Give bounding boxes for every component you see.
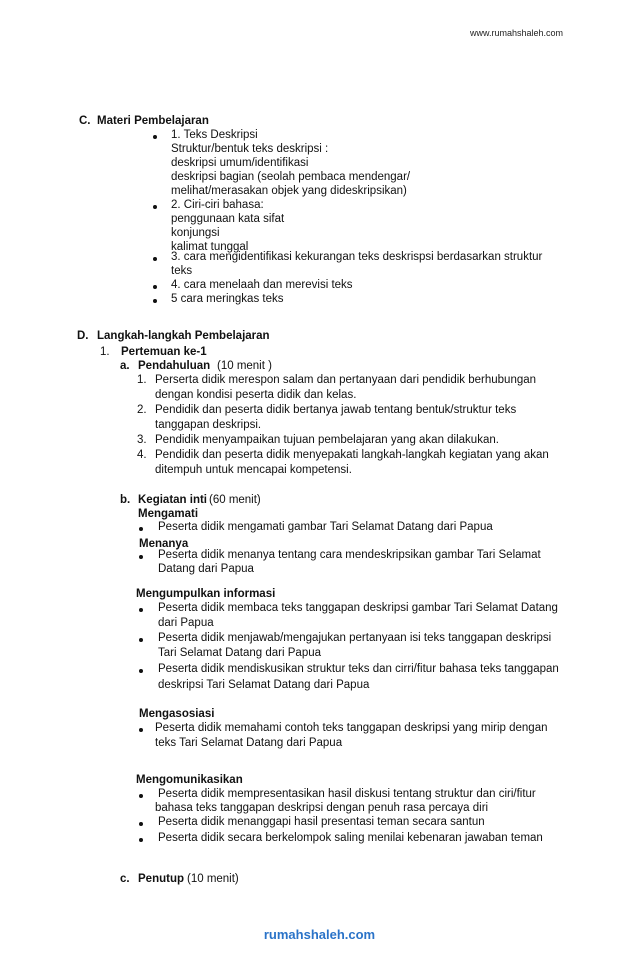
mengumpulkan-item-3-line-2: deskripsi Tari Selamat Datang dari Papua	[158, 679, 370, 691]
footer-url[interactable]: rumahshaleh.com	[263, 927, 376, 942]
materi-item-1-line-3: deskripsi umum/identifikasi	[171, 157, 309, 169]
bullet-dot	[139, 638, 143, 642]
step-number: 1.	[137, 374, 147, 386]
bullet-dot	[139, 527, 143, 531]
bullet-dot	[139, 822, 143, 826]
sub-a-letter: a.	[120, 360, 130, 372]
materi-item-2-line-2: penggunaan kata sifat	[171, 213, 285, 225]
mengumpulkan-item-2-line-1: Peserta didik menjawab/mengajukan pertanyaan isi teks tanggapan deskripsi	[158, 632, 552, 644]
section-c-title: Materi Pembelajaran	[97, 115, 209, 127]
section-d-title: Langkah-langkah Pembelajaran	[97, 330, 270, 342]
materi-item-2-line-4: kalimat tunggal	[171, 241, 249, 253]
materi-item-4: 4. cara menelaah dan merevisi teks	[171, 279, 353, 291]
sub-a-title: Pendahuluan	[138, 360, 211, 372]
mengomunikasikan-title: Mengomunikasikan	[136, 774, 243, 786]
mengasosiasi-item-1-line-1: Peserta didik memahami contoh teks tanggapan deskripsi yang mirip dengan	[155, 722, 548, 734]
section-d-letter: D.	[77, 330, 89, 342]
mengumpulkan-item-1-line-2: dari Papua	[158, 617, 214, 629]
mengomunikasikan-item-1-line-2: bahasa teks tanggapan deskripsi dengan penuh rasa percaya diri	[155, 802, 489, 814]
step-2-line-2: tanggapan deskripsi.	[155, 419, 262, 431]
step-2-line-1: Pendidik dan peserta didik bertanya jawab tentang bentuk/struktur teks	[155, 404, 517, 416]
sub-c-letter: c.	[120, 873, 130, 885]
bullet-dot	[139, 838, 143, 842]
sub-c-title: Penutup	[138, 873, 184, 885]
mengasosiasi-item-1-line-2: teks Tari Selamat Datang dari Papua	[155, 737, 343, 749]
bullet-dot	[153, 205, 157, 209]
menanya-item-1-line-2: Datang dari Papua	[158, 563, 254, 575]
materi-item-2-line-3: konjungsi	[171, 227, 220, 239]
mengasosiasi-title: Mengasosiasi	[139, 708, 215, 720]
materi-item-1-line-1: 1. Teks Deskripsi	[171, 129, 258, 141]
bullet-dot	[139, 555, 143, 559]
mengomunikasikan-item-3: Peserta didik secara berkelompok saling menilai kebenaran jawaban teman	[158, 832, 543, 844]
step-1-line-1: Perserta didik merespon salam dan pertanyaan dari pendidik berhubungan	[155, 374, 537, 386]
step-4-line-2: ditempuh untuk mencapai kompetensi.	[155, 464, 352, 476]
mengumpulkan-item-2-line-2: Tari Selamat Datang dari Papua	[158, 647, 322, 659]
bullet-dot	[139, 728, 143, 732]
mengomunikasikan-item-1-line-1: Peserta didik mempresentasikan hasil diskusi tentang struktur dan ciri/fitur	[158, 788, 536, 800]
meeting-title: Pertemuan ke-1	[121, 346, 207, 358]
materi-item-3-line-1: 3. cara mengidentifikasi kekurangan teks deskrispsi berdasarkan struktur	[171, 251, 543, 263]
sub-b-title: Kegiatan inti	[138, 494, 208, 506]
bullet-dot	[153, 135, 157, 139]
meeting-number: 1.	[100, 346, 110, 358]
bullet-dot	[153, 285, 157, 289]
menanya-item-1-line-1: Peserta didik menanya tentang cara mendeskripsikan gambar Tari Selamat	[158, 549, 541, 561]
bullet-dot	[139, 794, 143, 798]
mengamati-title: Mengamati	[138, 508, 199, 520]
materi-item-1-line-4: deskripsi bagian (seolah pembaca mendengar/	[171, 171, 411, 183]
step-3-line-1: Pendidik menyampaikan tujuan pembelajaran yang akan dilakukan.	[155, 434, 499, 446]
materi-item-1-line-2: Struktur/bentuk teks deskripsi :	[171, 143, 329, 155]
materi-item-3-line-2: teks	[171, 265, 193, 277]
materi-item-5: 5 cara meringkas teks	[171, 293, 284, 305]
section-c-letter: C.	[79, 115, 91, 127]
materi-item-1-line-5: melihat/merasakan objek yang dideskripsikan)	[171, 185, 407, 197]
step-4-line-1: Pendidik dan peserta didik menyepakati langkah-langkah kegiatan yang akan	[155, 449, 549, 461]
sub-a-duration: (10 menit )	[217, 360, 272, 372]
sub-b-duration: (60 menit)	[209, 494, 261, 506]
mengumpulkan-item-3-line-1: Peserta didik mendiskusikan struktur teks dan cirri/fitur bahasa teks tanggapan	[158, 663, 559, 675]
bullet-dot	[153, 257, 157, 261]
step-number: 4.	[137, 449, 147, 461]
sub-c-duration: (10 menit)	[187, 873, 239, 885]
materi-item-2-line-1: 2. Ciri-ciri bahasa:	[171, 199, 264, 211]
sub-b-letter: b.	[120, 494, 131, 506]
mengomunikasikan-item-2: Peserta didik menanggapi hasil presentasi teman secara santun	[158, 816, 485, 828]
menanya-title: Menanya	[139, 538, 189, 550]
mengumpulkan-title: Mengumpulkan informasi	[136, 588, 276, 600]
mengamati-item-1: Peserta didik mengamati gambar Tari Selamat Datang dari Papua	[158, 521, 493, 533]
step-number: 3.	[137, 434, 147, 446]
header-url: www.rumahshaleh.com	[469, 28, 563, 38]
mengumpulkan-item-1-line-1: Peserta didik membaca teks tanggapan deskripsi gambar Tari Selamat Datang	[158, 602, 558, 614]
bullet-dot	[139, 608, 143, 612]
step-1-line-2: dengan kondisi peserta didik dan kelas.	[155, 389, 357, 401]
step-number: 2.	[137, 404, 147, 416]
bullet-dot	[153, 299, 157, 303]
bullet-dot	[139, 669, 143, 673]
